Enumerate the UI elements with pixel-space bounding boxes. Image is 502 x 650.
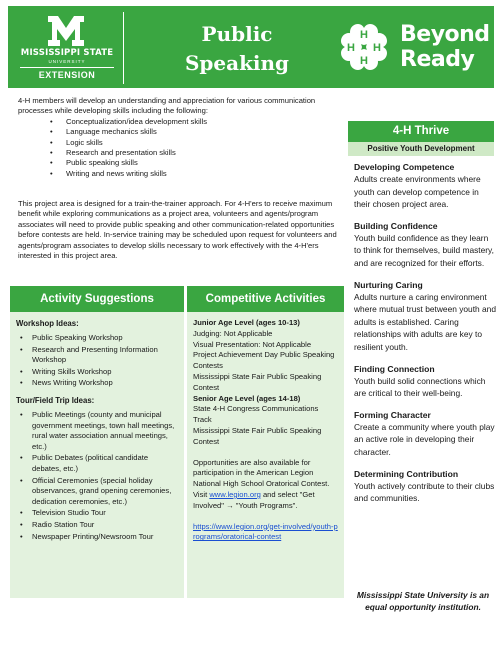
thrive-item-text: Youth actively contribute to their clubs and communities. bbox=[354, 480, 495, 504]
legion-text-a: Opportunities are also available for participation in the American Legion National High School Oratorical Contest. Visit bbox=[193, 457, 330, 499]
thrive-item-title: Building Confidence bbox=[354, 220, 438, 231]
thrive-item bbox=[354, 409, 496, 459]
thrive-item-title: Nurturing Caring bbox=[354, 279, 423, 290]
four-h-clover-icon bbox=[336, 19, 392, 75]
senior-level-title: Senior Age Level (ages 14-18) bbox=[193, 393, 301, 403]
legion-text-b: and select "Get Involved" → "Youth Programs". bbox=[193, 489, 315, 510]
activity-suggestions-heading: Activity Suggestions bbox=[10, 286, 184, 312]
junior-visual: Visual Presentation: Not Applicable bbox=[193, 339, 312, 349]
thrive-item-title: Finding Connection bbox=[354, 363, 435, 374]
skill-item: • Language mechanics skills bbox=[50, 127, 336, 137]
list-item: • Television Studio Tour bbox=[20, 508, 178, 519]
msu-m-logo-icon bbox=[46, 12, 86, 50]
thrive-item bbox=[354, 363, 496, 400]
senior-congress: State 4-H Congress Communications Track bbox=[193, 404, 319, 425]
list-item: • Public Debates (political candidate debates, etc.) bbox=[20, 453, 178, 474]
list-item: • Public Speaking Workshop bbox=[20, 333, 178, 344]
activity-suggestions-panel bbox=[10, 312, 184, 598]
spacer bbox=[193, 448, 339, 458]
thrive-item-title: Developing Competence bbox=[354, 162, 455, 172]
thrive-item bbox=[354, 468, 496, 505]
list-item: • Radio Station Tour bbox=[20, 520, 178, 531]
beyond-ready-wordmark bbox=[400, 22, 490, 72]
list-item: • News Writing Workshop bbox=[20, 378, 178, 389]
legion-link[interactable]: www.legion.org bbox=[209, 489, 261, 499]
legion-paragraph bbox=[193, 458, 339, 512]
skill-item: • Writing and news writing skills bbox=[50, 169, 336, 179]
junior-project-contest: Project Achievement Day Public Speaking Contests bbox=[193, 350, 335, 371]
msu-extension-logo bbox=[12, 12, 124, 84]
list-item: • Public Meetings (county and municipal government meetings, town hall meetings, rural water association annual meetings, etc.) bbox=[20, 410, 178, 452]
thrive-heading: 4-H Thrive bbox=[348, 121, 494, 142]
skill-item: • Logic skills bbox=[50, 138, 336, 148]
skill-item: • Research and presentation skills bbox=[50, 148, 336, 158]
train-the-trainer-paragraph: This project area is designed for a train-the-trainer approach. For 4-H'ers to receive maximum benefit while exploring communications as a project area, volunteers and agents/program associates will need to provide public speaking and other communication-related opportunities before contests are held. In-service training may be scheduled upon request for volunteers and agents/program associates to develop skills necessary to work effectively with the 4-H'ers interested in this project area. bbox=[18, 199, 337, 261]
beyond-line-1: Beyond bbox=[400, 22, 490, 47]
workshop-ideas-title: Workshop Ideas: bbox=[16, 319, 79, 328]
skill-item: • Conceptualization/idea development skills bbox=[50, 117, 336, 127]
thrive-item-text: Create a community where youth play an active role in developing their character. bbox=[354, 421, 495, 457]
skill-item: • Public speaking skills bbox=[50, 158, 336, 168]
legion-oratorical-url[interactable]: https://www.legion.org/get-involved/youth-programs/oratorical-contest bbox=[193, 521, 338, 542]
thrive-item bbox=[354, 279, 496, 354]
list-item: • Official Ceremonies (special holiday observances, grand opening ceremonies, dedication ceremonies, etc.) bbox=[20, 476, 178, 508]
title-line-2: Speaking bbox=[184, 51, 290, 75]
msu-name: MISSISSIPPI STATE bbox=[20, 48, 114, 58]
svg-text:H: H bbox=[360, 29, 368, 41]
thrive-item-text: Adults create environments where youth can develop competence in their chosen project area. bbox=[354, 174, 481, 210]
list-item: • Newspaper Printing/Newsroom Tour bbox=[20, 532, 178, 543]
workshop-list bbox=[20, 333, 178, 389]
list-item: • Writing Skills Workshop bbox=[20, 367, 178, 378]
thrive-item bbox=[354, 220, 496, 270]
thrive-item-title: Determining Contribution bbox=[354, 468, 459, 479]
svg-text:H: H bbox=[373, 42, 381, 54]
thrive-item-text: Adults nurture a caring environment where mutual trust between youth and adults is established. Caring relationships with adults are key to resilient youth. bbox=[354, 291, 496, 352]
msu-university: UNIVERSITY bbox=[48, 59, 86, 64]
header-banner bbox=[8, 6, 494, 88]
svg-text:H: H bbox=[360, 55, 368, 67]
tour-list bbox=[20, 410, 178, 542]
junior-level-title: Junior Age Level (ages 10-13) bbox=[193, 318, 300, 327]
intro-text: 4-H members will develop an understanding and appreciation for various communication processes while developing skills including the following: bbox=[18, 96, 316, 116]
logo-divider bbox=[20, 67, 114, 68]
tour-ideas-title: Tour/Field Trip Ideas: bbox=[16, 395, 95, 405]
page-title bbox=[172, 20, 302, 78]
thrive-subheading: Positive Youth Development bbox=[348, 142, 494, 156]
competitive-activities-heading: Competitive Activities bbox=[187, 286, 344, 312]
junior-judging: Judging: Not Applicable bbox=[193, 328, 273, 338]
thrive-item-text: Youth build solid connections which are critical to their well-being. bbox=[354, 375, 486, 399]
thrive-item bbox=[354, 161, 496, 211]
thrive-item-text: Youth build confidence as they learn to think for themselves, build mastery, and are recognized for their efforts. bbox=[354, 232, 494, 268]
equal-opportunity-note: Mississippi State University is an equal opportunity institution. bbox=[356, 590, 490, 612]
competitive-activities-panel bbox=[187, 312, 344, 598]
thrive-item-title: Forming Character bbox=[354, 409, 431, 420]
svg-text:H: H bbox=[347, 42, 355, 54]
junior-state-fair: Mississippi State Fair Public Speaking Contest bbox=[193, 371, 322, 392]
title-line-1: Public bbox=[201, 22, 273, 46]
msu-extension: EXTENSION bbox=[38, 70, 96, 80]
skills-list bbox=[50, 117, 336, 179]
intro-section bbox=[18, 96, 336, 179]
thrive-column bbox=[348, 121, 494, 505]
spacer bbox=[193, 512, 339, 522]
senior-state-fair: Mississippi State Fair Public Speaking Contest bbox=[193, 425, 322, 446]
beyond-line-2: Ready bbox=[400, 47, 475, 72]
list-item: • Research and Presenting Information Workshop bbox=[20, 345, 178, 366]
